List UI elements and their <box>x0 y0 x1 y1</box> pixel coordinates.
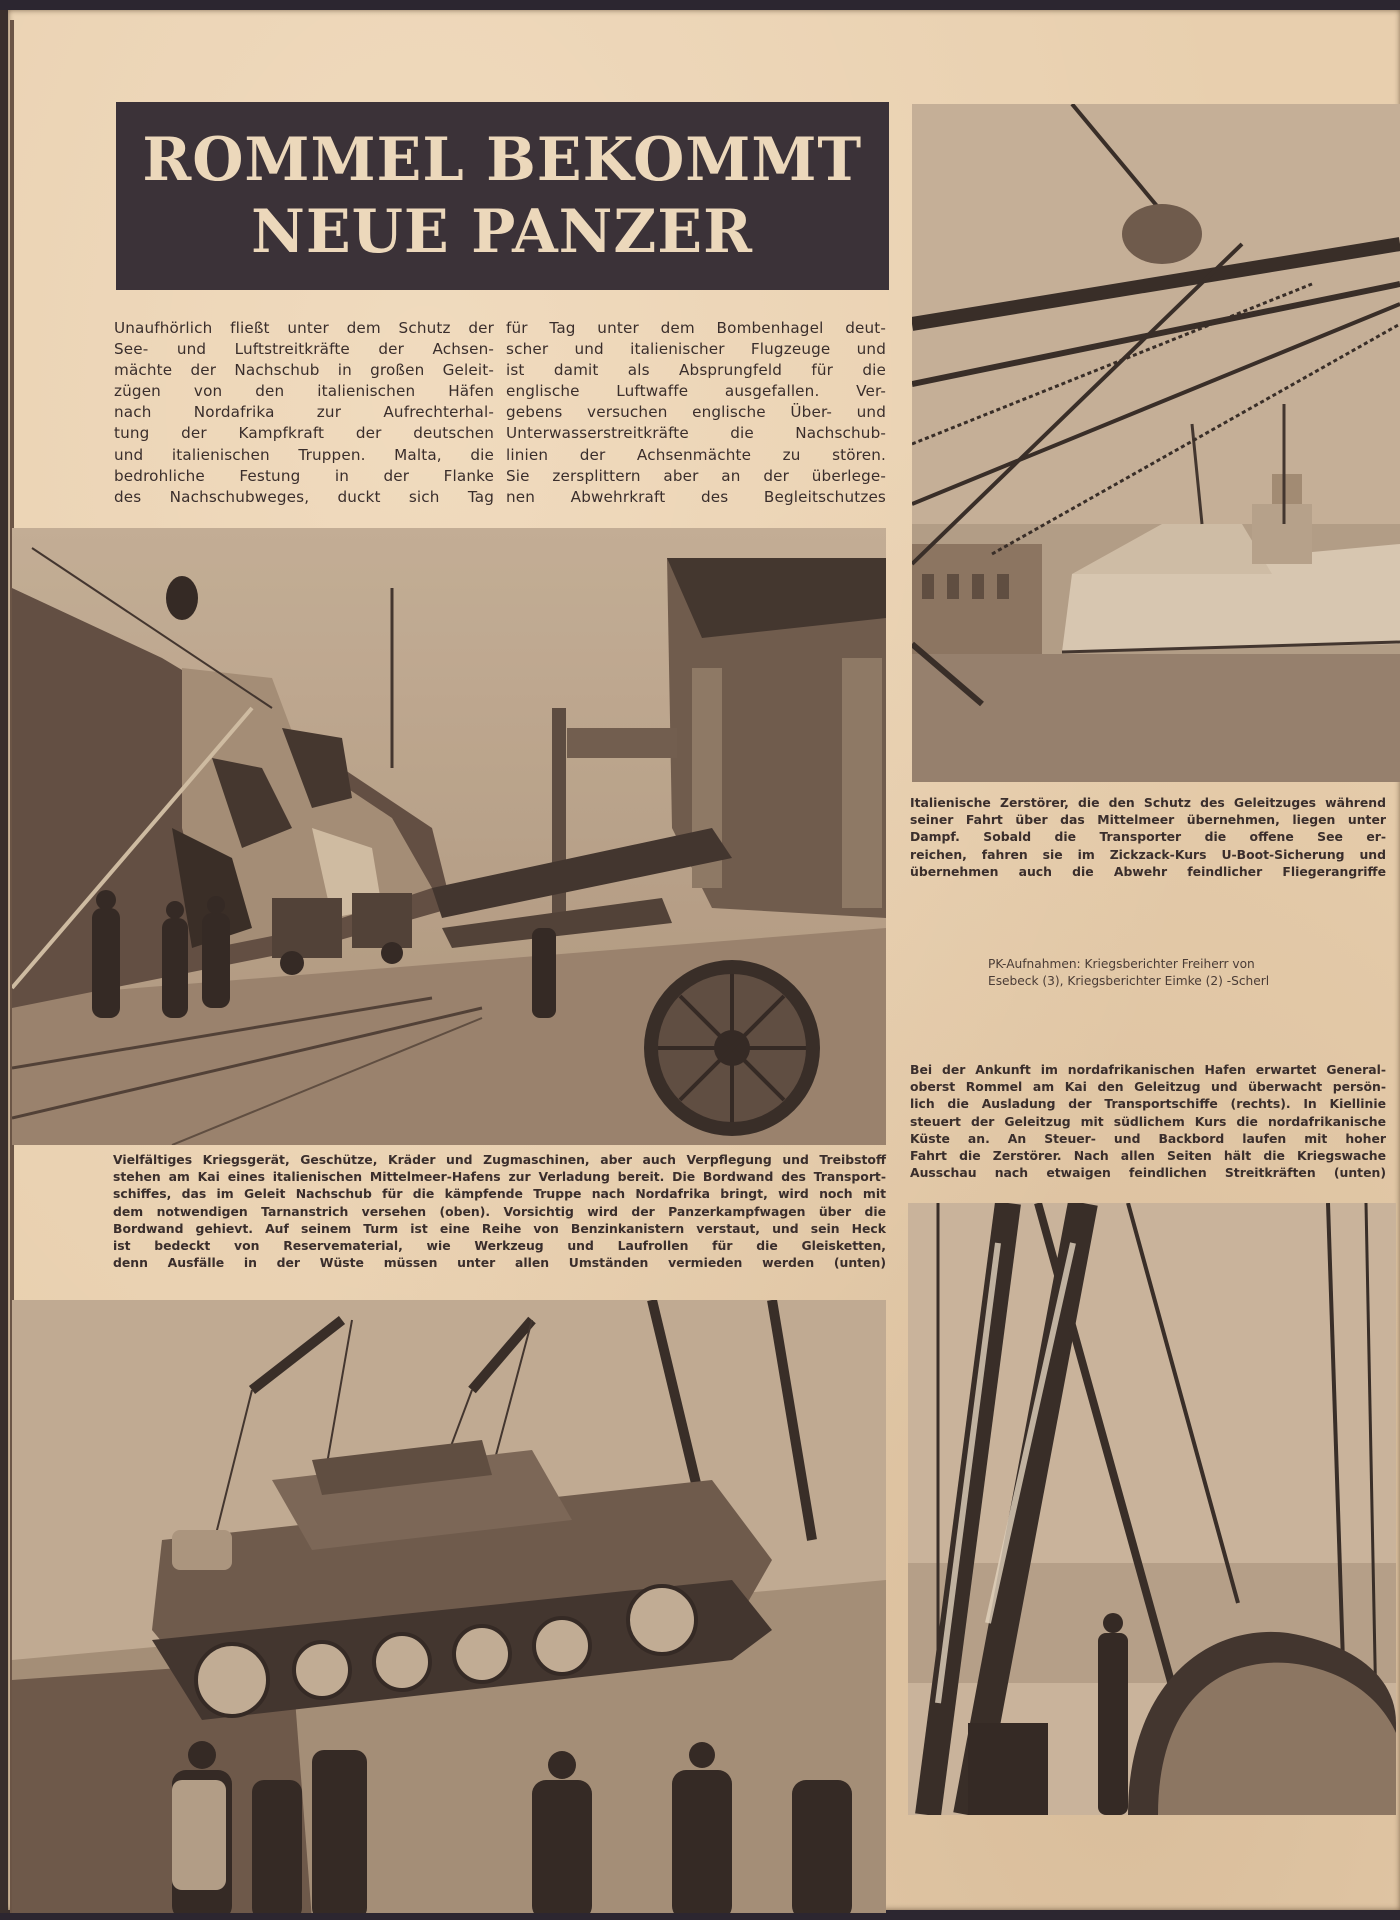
caption-line: Küste an. An Steuer- und Backbord laufen mit hoher <box>910 1130 1386 1146</box>
caption-line: stehen am Kai eines italienischen Mittelmeer-Hafens zur Verladung bereit. Die Bordwand des Transport- <box>113 1169 886 1185</box>
photo-tank-hoisted <box>12 1300 886 1920</box>
body-line: des Nachschubweges, duckt sich Tag <box>114 487 494 506</box>
body-line: zügen von den italienischen Häfen <box>114 382 494 401</box>
body-line: für Tag unter dem Bombenhagel deut- <box>506 319 886 337</box>
caption-line: dem notwendigen Tarnanstrich versehen (oben). Vorsichtig wird der Panzerkampfwagen über die <box>113 1203 886 1219</box>
body-line: nach Nordafrika zur Aufrechterhal- <box>114 403 494 422</box>
caption-line: denn Ausfälle in der Wüste müssen unter allen Umständen vermieden werden (unten) <box>113 1255 886 1271</box>
body-line: Sie zersplittern aber an der überlege- <box>506 466 886 485</box>
body-line: nen Abwehrkraft des Begleitschutzes <box>506 487 886 506</box>
caption-quay-tank <box>113 1151 886 1271</box>
body-line: linien der Achsenmächte zu stören. <box>506 445 886 464</box>
caption-line: oberst Rommel am Kai den Geleitzug und überwacht persön- <box>910 1079 1386 1095</box>
body-line: See- und Luftstreitkräfte der Achsen- <box>114 340 494 359</box>
caption-line: Vielfältiges Kriegsgerät, Geschütze, Kräder und Zugmaschinen, aber auch Verpflegung und Treibstoff <box>113 1152 886 1167</box>
caption-line: seiner Fahrt über das Mittelmeer übernehmen, liegen unter <box>910 812 1386 828</box>
credit-line: PK-Aufnahmen: Kriegsberichter Freiherr von <box>988 957 1255 971</box>
caption-line: lich die Ausladung der Transportschiffe (rechts). In Kiellinie <box>910 1096 1386 1112</box>
caption-line: ist bedeckt von Reservematerial, wie Werkzeug und Laufrollen für die Gleisketten, <box>113 1238 886 1254</box>
caption-line: reichen, fahren sie im Zickzack-Kurs U-Boot-Sicherung und <box>910 846 1386 862</box>
body-line: englische Luftwaffe ausgefallen. Ver- <box>506 382 886 401</box>
caption-line: Italienische Zerstörer, die den Schutz des Geleitzuges während <box>910 795 1386 810</box>
headline-box <box>116 102 889 290</box>
body-line: und italienischen Truppen. Malta, die <box>114 445 494 464</box>
headline-line-2: NEUE PANZER <box>251 197 754 267</box>
caption-line: Ausschau nach etwaigen feindlichen Streitkräften (unten) <box>910 1165 1386 1181</box>
photo-quay-artillery <box>12 528 886 1145</box>
caption-line: Bordwand gehievt. Auf seinem Turm ist eine Reihe von Benzinkanistern verstaut, und sein Heck <box>113 1220 886 1236</box>
caption-destroyers <box>910 794 1386 880</box>
caption-convoy-arrival <box>910 1061 1386 1181</box>
photo-ship-deck-watch <box>908 1203 1396 1815</box>
credit-line: Esebeck (3), Kriegsberichter Eimke (2) -Scherl <box>988 974 1270 988</box>
headline-line-1: ROMMEL BEKOMMT <box>142 125 863 195</box>
body-line: tung der Kampfkraft der deutschen <box>114 424 494 443</box>
body-column-1 <box>114 318 494 508</box>
photo-destroyers-harbor <box>912 104 1400 782</box>
caption-line: übernehmen auch die Abwehr feindlicher Fliegerangriffe <box>910 863 1386 879</box>
body-line: Unaufhörlich fließt unter dem Schutz der <box>114 319 494 337</box>
body-line: mächte der Nachschub in großen Geleit- <box>114 361 494 380</box>
caption-line: Dampf. Sobald die Transporter die offene See er- <box>910 829 1386 845</box>
caption-line: Fahrt die Zerstörer. Nach allen Seiten hält die Kriegswache <box>910 1148 1386 1164</box>
photo-credit <box>988 956 1300 990</box>
caption-line: steuert der Geleitzug mit südlichem Kurs die nordafrikanische <box>910 1113 1386 1129</box>
body-line: Unterwasserstreitkräfte die Nachschub- <box>506 424 886 443</box>
scan-bottom-edge <box>0 1913 1400 1920</box>
body-column-2 <box>506 318 886 508</box>
body-line: gebens versuchen englische Über- und <box>506 403 886 422</box>
body-line: bedrohliche Festung in der Flanke <box>114 466 494 485</box>
caption-line: Bei der Ankunft im nordafrikanischen Hafen erwartet General- <box>910 1062 1386 1077</box>
caption-line: schiffes, das im Geleit Nachschub für die kämpfende Truppe nach Nordafrika bringt, wird noch mit <box>113 1186 886 1202</box>
body-line: scher und italienischer Flugzeuge und <box>506 340 886 359</box>
body-line: ist damit als Absprungfeld für die <box>506 361 886 380</box>
